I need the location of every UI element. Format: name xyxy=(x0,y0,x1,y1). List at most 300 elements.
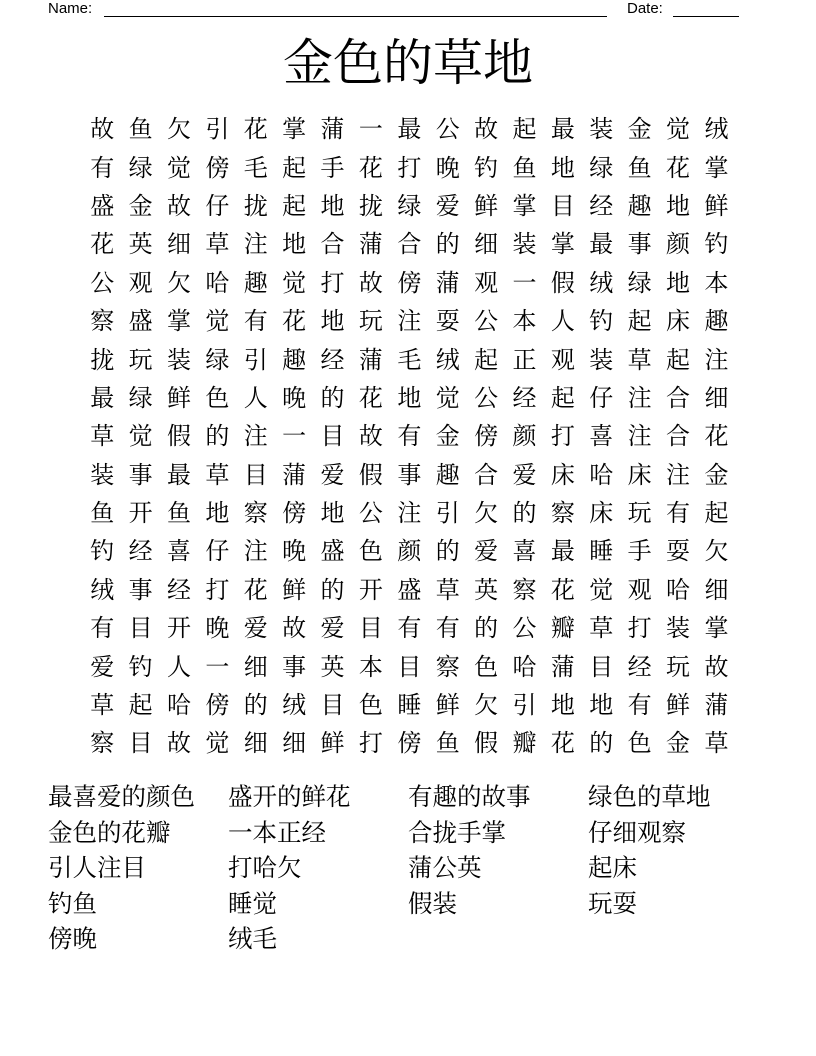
grid-cell: 花 xyxy=(666,153,691,182)
grid-cell: 草 xyxy=(90,691,115,720)
grid-cell: 合 xyxy=(320,230,345,259)
grid-cell: 有 xyxy=(397,422,422,451)
grid-cell: 公 xyxy=(358,499,383,528)
grid-cell: 蒲 xyxy=(282,460,307,489)
grid-cell: 掌 xyxy=(282,115,307,144)
grid-cell: 起 xyxy=(550,383,575,412)
grid-row xyxy=(83,456,736,494)
grid-cell: 晚 xyxy=(282,537,307,566)
grid-cell: 最 xyxy=(397,115,422,144)
grid-cell: 盛 xyxy=(320,537,345,566)
grid-cell: 觉 xyxy=(666,115,691,144)
grid-cell: 金 xyxy=(627,115,652,144)
grid-cell: 花 xyxy=(358,153,383,182)
grid-cell: 蒲 xyxy=(358,345,383,374)
grid-cell: 细 xyxy=(704,575,729,604)
grid-cell: 装 xyxy=(90,460,115,489)
grid-cell: 打 xyxy=(397,153,422,182)
grid-row xyxy=(83,724,736,762)
grid-cell: 床 xyxy=(589,499,614,528)
grid-cell: 傍 xyxy=(205,153,230,182)
grid-cell: 鲜 xyxy=(435,691,460,720)
grid-cell: 事 xyxy=(627,230,652,259)
grid-cell: 观 xyxy=(128,268,153,297)
word-list-item: 起床 xyxy=(588,853,637,882)
grid-cell: 金 xyxy=(128,191,153,220)
grid-cell: 蒲 xyxy=(358,230,383,259)
grid-cell: 的 xyxy=(205,422,230,451)
grid-cell: 有 xyxy=(243,307,268,336)
grid-cell: 的 xyxy=(243,691,268,720)
grid-cell: 故 xyxy=(166,729,191,758)
grid-row xyxy=(83,302,736,340)
grid-cell: 花 xyxy=(550,575,575,604)
grid-cell: 玩 xyxy=(128,345,153,374)
grid-cell: 起 xyxy=(282,153,307,182)
grid-cell: 欠 xyxy=(474,691,499,720)
grid-cell: 英 xyxy=(320,652,345,681)
grid-cell: 鲜 xyxy=(282,575,307,604)
grid-cell: 草 xyxy=(627,345,652,374)
grid-cell: 钓 xyxy=(589,307,614,336)
grid-cell: 绿 xyxy=(128,153,153,182)
grid-cell: 傍 xyxy=(282,499,307,528)
grid-cell: 钓 xyxy=(128,652,153,681)
grid-cell: 花 xyxy=(704,422,729,451)
grid-cell: 细 xyxy=(282,729,307,758)
grid-cell: 鲜 xyxy=(166,383,191,412)
grid-cell: 察 xyxy=(90,729,115,758)
grid-cell: 掌 xyxy=(512,191,537,220)
grid-cell: 喜 xyxy=(512,537,537,566)
grid-cell: 手 xyxy=(320,153,345,182)
grid-cell: 绿 xyxy=(589,153,614,182)
grid-cell: 起 xyxy=(512,115,537,144)
grid-cell: 趣 xyxy=(282,345,307,374)
grid-cell: 觉 xyxy=(435,383,460,412)
grid-cell: 最 xyxy=(589,230,614,259)
grid-cell: 绿 xyxy=(397,191,422,220)
grid-cell: 盛 xyxy=(90,191,115,220)
grid-cell: 人 xyxy=(550,307,575,336)
grid-cell: 睡 xyxy=(397,691,422,720)
grid-cell: 欠 xyxy=(166,115,191,144)
grid-cell: 经 xyxy=(589,191,614,220)
grid-cell: 目 xyxy=(397,652,422,681)
grid-cell: 觉 xyxy=(205,307,230,336)
grid-cell: 趣 xyxy=(435,460,460,489)
grid-cell: 目 xyxy=(128,614,153,643)
word-list-item: 蒲公英 xyxy=(408,853,482,882)
word-list-item: 仔细观察 xyxy=(588,817,686,847)
word-list-item: 一本正经 xyxy=(228,817,326,847)
grid-cell: 盛 xyxy=(397,575,422,604)
grid-cell: 颜 xyxy=(666,230,691,259)
grid-cell: 打 xyxy=(358,729,383,758)
grid-cell: 公 xyxy=(512,614,537,643)
grid-cell: 假 xyxy=(474,729,499,758)
grid-cell: 的 xyxy=(435,230,460,259)
grid-row xyxy=(83,417,736,455)
grid-cell: 拢 xyxy=(358,191,383,220)
grid-cell: 的 xyxy=(320,575,345,604)
grid-cell: 正 xyxy=(512,345,537,374)
grid-cell: 仔 xyxy=(589,383,614,412)
grid-cell: 绒 xyxy=(90,575,115,604)
grid-row xyxy=(83,225,736,263)
grid-cell: 掌 xyxy=(166,307,191,336)
grid-cell: 公 xyxy=(90,268,115,297)
grid-cell: 开 xyxy=(128,499,153,528)
grid-cell: 开 xyxy=(166,614,191,643)
grid-cell: 察 xyxy=(243,499,268,528)
grid-cell: 起 xyxy=(128,691,153,720)
grid-cell: 仔 xyxy=(205,191,230,220)
grid-cell: 引 xyxy=(512,691,537,720)
grid-cell: 手 xyxy=(627,537,652,566)
grid-cell: 绒 xyxy=(435,345,460,374)
grid-cell: 色 xyxy=(358,691,383,720)
grid-cell: 引 xyxy=(435,499,460,528)
grid-cell: 绒 xyxy=(704,115,729,144)
grid-cell: 趣 xyxy=(704,307,729,336)
grid-cell: 金 xyxy=(435,422,460,451)
grid-cell: 目 xyxy=(128,729,153,758)
grid-cell: 草 xyxy=(90,422,115,451)
grid-cell: 欠 xyxy=(166,268,191,297)
grid-cell: 鲜 xyxy=(474,191,499,220)
grid-cell: 有 xyxy=(397,614,422,643)
grid-cell: 傍 xyxy=(397,729,422,758)
grid-cell: 傍 xyxy=(205,691,230,720)
grid-cell: 有 xyxy=(666,499,691,528)
grid-cell: 打 xyxy=(205,575,230,604)
word-list-item: 有趣的故事 xyxy=(408,782,531,811)
grid-row xyxy=(83,340,736,378)
word-list xyxy=(48,779,788,957)
grid-cell: 颜 xyxy=(512,422,537,451)
word-list-item: 打哈欠 xyxy=(228,853,302,882)
grid-cell: 拢 xyxy=(243,191,268,220)
grid-cell: 观 xyxy=(550,345,575,374)
grid-cell: 的 xyxy=(435,537,460,566)
grid-cell: 细 xyxy=(474,230,499,259)
grid-row xyxy=(83,148,736,186)
grid-cell: 爱 xyxy=(90,652,115,681)
grid-cell: 觉 xyxy=(128,422,153,451)
grid-cell: 草 xyxy=(205,460,230,489)
grid-cell: 装 xyxy=(166,345,191,374)
grid-cell: 细 xyxy=(166,230,191,259)
grid-cell: 注 xyxy=(704,345,729,374)
grid-cell: 目 xyxy=(243,460,268,489)
grid-cell: 花 xyxy=(282,307,307,336)
word-list-item: 盛开的鲜花 xyxy=(228,782,351,811)
word-search-grid xyxy=(83,110,736,763)
grid-cell: 爱 xyxy=(320,460,345,489)
grid-cell: 瓣 xyxy=(512,729,537,758)
name-line xyxy=(104,16,607,17)
grid-cell: 装 xyxy=(512,230,537,259)
grid-cell: 床 xyxy=(550,460,575,489)
grid-cell: 花 xyxy=(358,383,383,412)
grid-cell: 打 xyxy=(550,422,575,451)
grid-cell: 地 xyxy=(320,307,345,336)
grid-cell: 趣 xyxy=(243,268,268,297)
grid-row xyxy=(83,187,736,225)
grid-cell: 合 xyxy=(666,422,691,451)
grid-cell: 一 xyxy=(282,422,307,451)
grid-cell: 故 xyxy=(90,115,115,144)
grid-cell: 人 xyxy=(166,652,191,681)
word-list-item: 钓鱼 xyxy=(48,888,97,918)
grid-cell: 绿 xyxy=(205,345,230,374)
word-list-item: 合拢手掌 xyxy=(408,817,506,847)
word-list-item: 玩耍 xyxy=(588,888,637,918)
grid-cell: 哈 xyxy=(589,460,614,489)
grid-cell: 察 xyxy=(90,307,115,336)
grid-cell: 细 xyxy=(243,652,268,681)
grid-cell: 的 xyxy=(320,383,345,412)
grid-cell: 蒲 xyxy=(704,691,729,720)
name-label: Name: xyxy=(48,0,93,17)
grid-cell: 掌 xyxy=(704,614,729,643)
grid-cell: 觉 xyxy=(589,575,614,604)
grid-cell: 爱 xyxy=(320,614,345,643)
grid-cell: 鲜 xyxy=(320,729,345,758)
grid-cell: 察 xyxy=(435,652,460,681)
grid-cell: 喜 xyxy=(166,537,191,566)
grid-cell: 合 xyxy=(397,230,422,259)
grid-cell: 地 xyxy=(397,383,422,412)
grid-cell: 绒 xyxy=(589,268,614,297)
grid-cell: 耍 xyxy=(666,537,691,566)
grid-cell: 合 xyxy=(666,383,691,412)
grid-cell: 开 xyxy=(358,575,383,604)
grid-cell: 色 xyxy=(358,537,383,566)
grid-cell: 故 xyxy=(474,115,499,144)
grid-cell: 公 xyxy=(474,383,499,412)
grid-cell: 玩 xyxy=(666,652,691,681)
grid-row xyxy=(83,379,736,417)
grid-cell: 细 xyxy=(243,729,268,758)
word-list-item: 傍晚 xyxy=(48,924,97,953)
grid-cell: 故 xyxy=(282,614,307,643)
grid-cell: 金 xyxy=(704,460,729,489)
grid-cell: 观 xyxy=(474,268,499,297)
grid-cell: 注 xyxy=(243,422,268,451)
grid-cell: 地 xyxy=(282,230,307,259)
grid-cell: 本 xyxy=(512,307,537,336)
grid-cell: 蒲 xyxy=(550,652,575,681)
grid-cell: 注 xyxy=(243,537,268,566)
grid-cell: 装 xyxy=(589,345,614,374)
grid-cell: 花 xyxy=(90,230,115,259)
grid-row xyxy=(83,532,736,570)
grid-row xyxy=(83,571,736,609)
grid-cell: 毛 xyxy=(243,153,268,182)
grid-cell: 人 xyxy=(243,383,268,412)
grid-row xyxy=(83,110,736,148)
grid-cell: 晚 xyxy=(282,383,307,412)
grid-cell: 觉 xyxy=(166,153,191,182)
grid-cell: 公 xyxy=(474,307,499,336)
grid-cell: 有 xyxy=(627,691,652,720)
grid-cell: 晚 xyxy=(205,614,230,643)
grid-cell: 蒲 xyxy=(435,268,460,297)
grid-cell: 假 xyxy=(166,422,191,451)
grid-cell: 鱼 xyxy=(435,729,460,758)
grid-cell: 察 xyxy=(512,575,537,604)
grid-cell: 耍 xyxy=(435,307,460,336)
grid-cell: 地 xyxy=(550,691,575,720)
grid-row xyxy=(83,647,736,685)
grid-row xyxy=(83,494,736,532)
grid-cell: 鱼 xyxy=(627,153,652,182)
grid-cell: 目 xyxy=(550,191,575,220)
grid-cell: 鱼 xyxy=(166,499,191,528)
grid-cell: 盛 xyxy=(128,307,153,336)
grid-cell: 引 xyxy=(243,345,268,374)
grid-cell: 傍 xyxy=(474,422,499,451)
grid-cell: 钓 xyxy=(704,230,729,259)
grid-cell: 的 xyxy=(589,729,614,758)
grid-cell: 爱 xyxy=(243,614,268,643)
grid-cell: 趣 xyxy=(627,191,652,220)
grid-cell: 起 xyxy=(474,345,499,374)
grid-cell: 晚 xyxy=(435,153,460,182)
grid-cell: 假 xyxy=(550,268,575,297)
grid-cell: 经 xyxy=(128,537,153,566)
date-label: Date: xyxy=(627,0,663,17)
grid-cell: 睡 xyxy=(589,537,614,566)
grid-cell: 假 xyxy=(358,460,383,489)
grid-cell: 绒 xyxy=(282,691,307,720)
grid-cell: 鲜 xyxy=(666,691,691,720)
grid-cell: 的 xyxy=(474,614,499,643)
grid-cell: 一 xyxy=(358,115,383,144)
grid-cell: 地 xyxy=(320,499,345,528)
grid-cell: 地 xyxy=(205,499,230,528)
grid-cell: 有 xyxy=(435,614,460,643)
grid-cell: 喜 xyxy=(589,422,614,451)
grid-cell: 仔 xyxy=(205,537,230,566)
grid-cell: 起 xyxy=(282,191,307,220)
grid-cell: 故 xyxy=(166,191,191,220)
grid-cell: 哈 xyxy=(666,575,691,604)
grid-cell: 注 xyxy=(397,499,422,528)
grid-cell: 哈 xyxy=(205,268,230,297)
grid-cell: 事 xyxy=(128,575,153,604)
grid-cell: 装 xyxy=(666,614,691,643)
grid-cell: 英 xyxy=(474,575,499,604)
grid-cell: 最 xyxy=(550,115,575,144)
word-list-item: 绿色的草地 xyxy=(588,782,711,811)
grid-row xyxy=(83,264,736,302)
grid-cell: 最 xyxy=(90,383,115,412)
word-list-item: 睡觉 xyxy=(228,888,277,918)
grid-cell: 爱 xyxy=(474,537,499,566)
grid-cell: 目 xyxy=(358,614,383,643)
grid-cell: 毛 xyxy=(397,345,422,374)
grid-cell: 观 xyxy=(627,575,652,604)
grid-cell: 本 xyxy=(704,268,729,297)
grid-cell: 装 xyxy=(589,115,614,144)
grid-cell: 注 xyxy=(627,383,652,412)
grid-cell: 鲜 xyxy=(704,191,729,220)
word-list-item: 假装 xyxy=(408,888,457,918)
grid-cell: 注 xyxy=(666,460,691,489)
grid-cell: 鱼 xyxy=(128,115,153,144)
grid-cell: 草 xyxy=(704,729,729,758)
grid-cell: 起 xyxy=(666,345,691,374)
grid-cell: 蒲 xyxy=(320,115,345,144)
grid-cell: 觉 xyxy=(282,268,307,297)
grid-cell: 爱 xyxy=(435,191,460,220)
word-list-item: 绒毛 xyxy=(228,924,277,953)
page-title: 金色的草地 xyxy=(283,34,533,92)
date-line xyxy=(673,16,739,17)
grid-cell: 一 xyxy=(512,268,537,297)
grid-row xyxy=(83,609,736,647)
grid-cell: 目 xyxy=(320,691,345,720)
grid-cell: 傍 xyxy=(397,268,422,297)
grid-cell: 掌 xyxy=(704,153,729,182)
grid-cell: 地 xyxy=(589,691,614,720)
grid-cell: 草 xyxy=(435,575,460,604)
grid-cell: 最 xyxy=(166,460,191,489)
grid-cell: 掌 xyxy=(550,230,575,259)
grid-cell: 打 xyxy=(627,614,652,643)
grid-cell: 打 xyxy=(320,268,345,297)
grid-cell: 绿 xyxy=(627,268,652,297)
grid-cell: 颜 xyxy=(397,537,422,566)
grid-cell: 经 xyxy=(320,345,345,374)
grid-cell: 一 xyxy=(205,652,230,681)
grid-cell: 哈 xyxy=(166,691,191,720)
grid-cell: 欠 xyxy=(474,499,499,528)
grid-cell: 色 xyxy=(205,383,230,412)
grid-cell: 公 xyxy=(435,115,460,144)
grid-cell: 本 xyxy=(358,652,383,681)
grid-cell: 草 xyxy=(589,614,614,643)
grid-cell: 英 xyxy=(128,230,153,259)
grid-cell: 地 xyxy=(550,153,575,182)
grid-cell: 觉 xyxy=(205,729,230,758)
grid-cell: 经 xyxy=(166,575,191,604)
grid-cell: 目 xyxy=(589,652,614,681)
grid-cell: 起 xyxy=(627,307,652,336)
grid-cell: 色 xyxy=(627,729,652,758)
grid-cell: 玩 xyxy=(358,307,383,336)
grid-cell: 经 xyxy=(512,383,537,412)
grid-cell: 细 xyxy=(704,383,729,412)
grid-cell: 欠 xyxy=(704,537,729,566)
grid-row xyxy=(83,686,736,724)
grid-cell: 事 xyxy=(282,652,307,681)
grid-cell: 事 xyxy=(128,460,153,489)
grid-cell: 瓣 xyxy=(550,614,575,643)
grid-cell: 注 xyxy=(397,307,422,336)
grid-cell: 玩 xyxy=(627,499,652,528)
grid-cell: 合 xyxy=(474,460,499,489)
word-list-item: 引人注目 xyxy=(48,853,146,882)
grid-cell: 经 xyxy=(627,652,652,681)
grid-cell: 目 xyxy=(320,422,345,451)
grid-cell: 注 xyxy=(627,422,652,451)
grid-cell: 哈 xyxy=(512,652,537,681)
grid-cell: 花 xyxy=(550,729,575,758)
